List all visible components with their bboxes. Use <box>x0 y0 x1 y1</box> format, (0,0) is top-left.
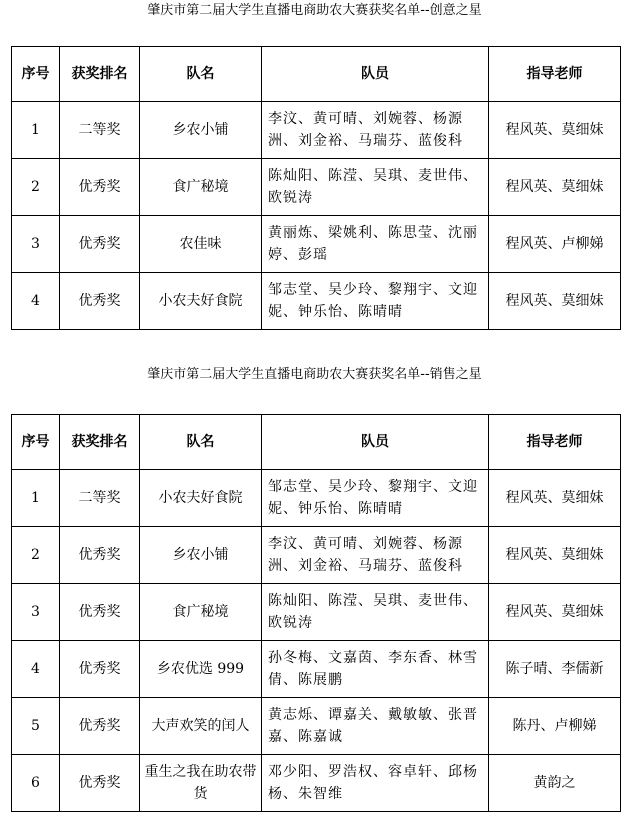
cell-team: 食广秘境 <box>140 159 262 216</box>
cell-members: 黄志烁、谭嘉关、戴敏敏、张晋嘉、陈嘉诚 <box>262 698 489 755</box>
table-title-creative-star: 肇庆市第二届大学生直播电商助农大赛获奖名单--创意之星 <box>147 3 482 18</box>
table-row <box>12 159 621 216</box>
cell-members: 黄丽炼、梁姚利、陈思莹、沈丽婷、彭瑶 <box>262 216 489 273</box>
cell-advisor: 程风英、莫细妹 <box>489 470 621 527</box>
cell-team: 小农夫好食院 <box>140 470 262 527</box>
cell-rank: 优秀奖 <box>60 527 140 584</box>
table-header-row <box>12 415 621 470</box>
cell-advisor: 程风英、莫细妹 <box>489 273 621 330</box>
cell-index: 3 <box>12 216 60 273</box>
header-rank: 获奖排名 <box>60 415 140 470</box>
cell-rank: 优秀奖 <box>60 641 140 698</box>
header-members: 队员 <box>262 47 489 102</box>
cell-members: 邓少阳、罗浩权、容卓轩、邱杨杨、朱智维 <box>262 755 489 812</box>
cell-team: 乡农优选 999 <box>140 641 262 698</box>
cell-index: 2 <box>12 159 60 216</box>
header-index: 序号 <box>12 47 60 102</box>
header-rank: 获奖排名 <box>60 47 140 102</box>
table-row <box>12 102 621 159</box>
table-title-sales-star: 肇庆市第二届大学生直播电商助农大赛获奖名单--销售之星 <box>147 367 482 382</box>
cell-rank: 优秀奖 <box>60 216 140 273</box>
cell-index: 4 <box>12 641 60 698</box>
cell-team: 重生之我在助农带货 <box>140 755 262 812</box>
header-team: 队名 <box>140 415 262 470</box>
cell-rank: 二等奖 <box>60 470 140 527</box>
award-table-creative-star <box>11 46 621 330</box>
table-row <box>12 216 621 273</box>
cell-members: 孙冬梅、文嘉茵、李东香、林雪倩、陈展鹏 <box>262 641 489 698</box>
cell-members: 邹志堂、吴少玲、黎翔宇、文迎妮、钟乐怡、陈晴晴 <box>262 470 489 527</box>
cell-team: 食广秘境 <box>140 584 262 641</box>
cell-team: 乡农小铺 <box>140 527 262 584</box>
table-row <box>12 470 621 527</box>
cell-advisor: 陈丹、卢柳娣 <box>489 698 621 755</box>
cell-members: 邹志堂、吴少玲、黎翔宇、文迎妮、钟乐怡、陈晴晴 <box>262 273 489 330</box>
cell-team: 乡农小铺 <box>140 102 262 159</box>
header-advisor: 指导老师 <box>489 415 621 470</box>
header-advisor: 指导老师 <box>489 47 621 102</box>
cell-team: 农佳味 <box>140 216 262 273</box>
cell-advisor: 程风英、莫细妹 <box>489 159 621 216</box>
table-row <box>12 527 621 584</box>
cell-members: 李汶、黄可晴、刘婉蓉、杨源洲、刘金裕、马瑞芬、蓝俊科 <box>262 102 489 159</box>
cell-rank: 优秀奖 <box>60 755 140 812</box>
cell-index: 2 <box>12 527 60 584</box>
cell-index: 4 <box>12 273 60 330</box>
cell-rank: 优秀奖 <box>60 273 140 330</box>
cell-team: 大声欢笑的闰人 <box>140 698 262 755</box>
cell-rank: 优秀奖 <box>60 159 140 216</box>
award-table-sales-star <box>11 414 621 812</box>
cell-index: 6 <box>12 755 60 812</box>
header-members: 队员 <box>262 415 489 470</box>
header-index: 序号 <box>12 415 60 470</box>
cell-advisor: 程风英、卢柳娣 <box>489 216 621 273</box>
cell-index: 1 <box>12 102 60 159</box>
cell-rank: 二等奖 <box>60 102 140 159</box>
table-row <box>12 755 621 812</box>
cell-advisor: 陈子晴、李儒新 <box>489 641 621 698</box>
table-row <box>12 641 621 698</box>
cell-rank: 优秀奖 <box>60 584 140 641</box>
cell-advisor: 程风英、莫细妹 <box>489 102 621 159</box>
cell-advisor: 程风英、莫细妹 <box>489 527 621 584</box>
cell-advisor: 程风英、莫细妹 <box>489 584 621 641</box>
cell-index: 5 <box>12 698 60 755</box>
table-row <box>12 584 621 641</box>
cell-rank: 优秀奖 <box>60 698 140 755</box>
cell-advisor: 黄韵之 <box>489 755 621 812</box>
table-row <box>12 273 621 330</box>
cell-members: 陈灿阳、陈滢、吴琪、麦世伟、欧锐涛 <box>262 584 489 641</box>
cell-index: 1 <box>12 470 60 527</box>
cell-members: 陈灿阳、陈滢、吴琪、麦世伟、欧锐涛 <box>262 159 489 216</box>
table-header-row <box>12 47 621 102</box>
table-row <box>12 698 621 755</box>
header-team: 队名 <box>140 47 262 102</box>
cell-index: 3 <box>12 584 60 641</box>
cell-team: 小农夫好食院 <box>140 273 262 330</box>
cell-members: 李汶、黄可晴、刘婉蓉、杨源洲、刘金裕、马瑞芬、蓝俊科 <box>262 527 489 584</box>
